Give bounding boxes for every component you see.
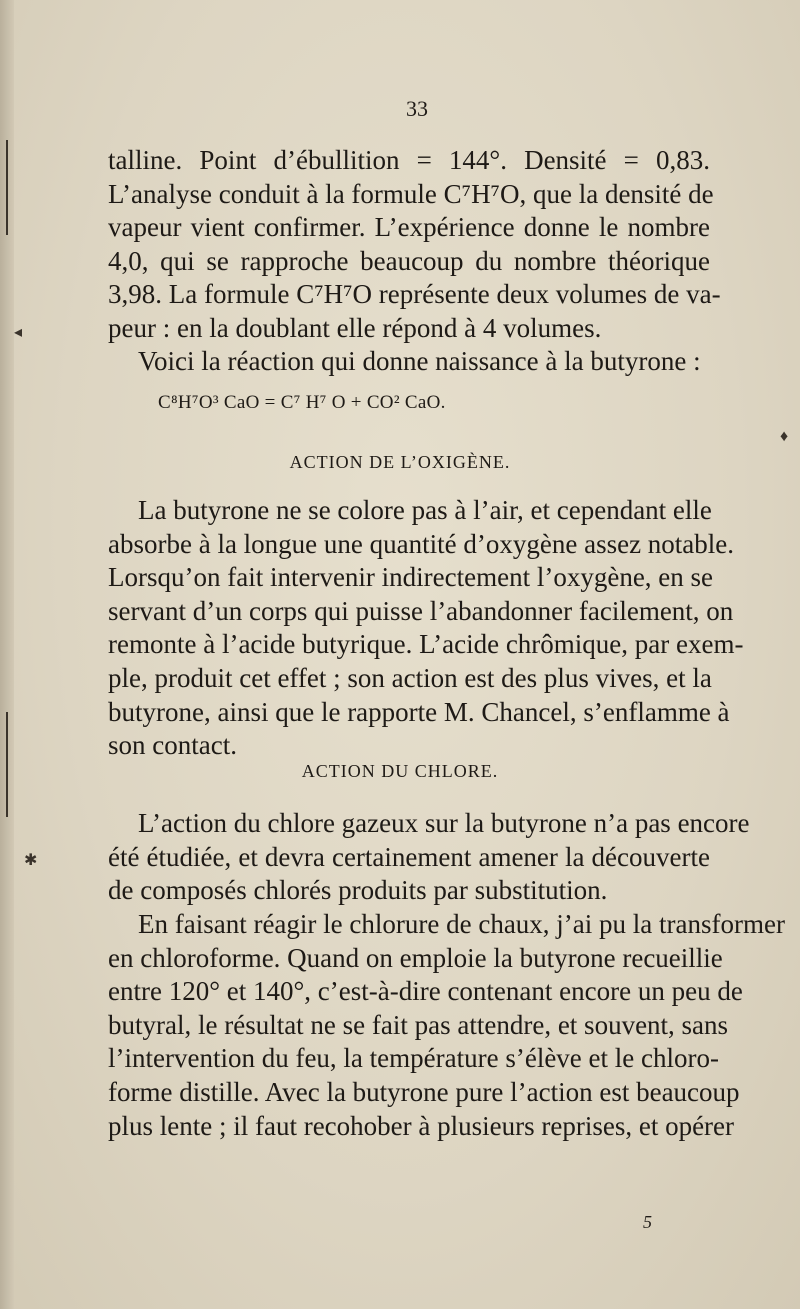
text-line: peur : en la doublant elle répond à 4 volumes.	[108, 312, 602, 343]
text-line: 4,0, qui se rapproche beaucoup du nombre théorique	[108, 245, 710, 276]
text-line: en chloroforme. Quand on emploie la butyrone recueillie	[108, 942, 723, 973]
text-line: Voici la réaction qui donne naissance à la butyrone :	[138, 346, 701, 376]
text-line: été étudiée, et devra certainement amener la découverte	[108, 841, 710, 872]
text-line: forme distille. Avec la butyrone pure l’action est beaucoup	[108, 1076, 740, 1107]
margin-mark-3: ♦	[780, 428, 789, 445]
text-line: L’action du chlore gazeux sur la butyrone n’a pas encore	[138, 808, 750, 838]
paragraph-oxygen	[108, 494, 744, 763]
text-line: entre 120° et 140°, c’est-à-dire contenant encore un peu de	[108, 976, 743, 1007]
text-line: En faisant réagir le chlorure de chaux, j’ai pu la transformer	[138, 909, 785, 939]
signature-mark: 5	[643, 1212, 652, 1232]
text-line: de composés chlorés produits par substitution.	[108, 875, 608, 906]
text-line: La butyrone ne se colore pas à l’air, et cependant elle	[138, 495, 712, 525]
paragraph-1	[108, 144, 721, 346]
text-line: son contact.	[108, 730, 237, 761]
section-heading-oxygen: ACTION DE L’OXIGÈNE.	[289, 452, 511, 472]
page-number: 33	[406, 96, 428, 121]
edge-line-top	[6, 140, 8, 235]
text-line: servant d’un corps qui puisse l’abandonner facilement, on	[108, 595, 734, 626]
paragraph-2	[108, 345, 710, 379]
text-line: 3,98. La formule C⁷H⁷O représente deux volumes de va-	[108, 279, 721, 310]
text-line: plus lente ; il faut recohober à plusieurs reprises, et opérer	[108, 1110, 735, 1141]
margin-mark-2: ✱	[24, 852, 38, 869]
text-line: Lorsqu’on fait intervenir indirectement l’oxygène, en se	[108, 562, 714, 593]
text-line: ple, produit cet effet ; son action est des plus vives, et la	[108, 662, 712, 693]
paragraph-chlorine-b	[108, 908, 785, 1143]
text-line: butyrone, ainsi que le rapporte M. Chancel, s’enflamme à	[108, 696, 730, 727]
paragraph-chlorine-a	[108, 807, 750, 908]
text-line: butyral, le résultat ne se fait pas attendre, et souvent, sans	[108, 1009, 729, 1040]
text-line: absorbe à la longue une quantité d’oxygène assez notable.	[108, 528, 735, 559]
text-line: l’intervention du feu, la température s’élève et le chloro-	[108, 1043, 719, 1074]
margin-mark-1: ◂	[14, 324, 23, 341]
section-heading-chlorine: ACTION DU CHLORE.	[301, 761, 499, 781]
chemical-formula: C⁸H⁷O³ CaO = C⁷ H⁷ O + CO² CaO.	[158, 392, 446, 413]
text-line: L’analyse conduit à la formule C⁷H⁷O, que la densité de	[108, 178, 714, 209]
text-line: talline. Point d’ébullition = 144°. Densité = 0,83.	[108, 145, 710, 175]
text-line: vapeur vient confirmer. L’expérience donne le nombre	[108, 212, 710, 243]
text-line: remonte à l’acide butyrique. L’acide chrômique, par exem-	[108, 629, 744, 660]
